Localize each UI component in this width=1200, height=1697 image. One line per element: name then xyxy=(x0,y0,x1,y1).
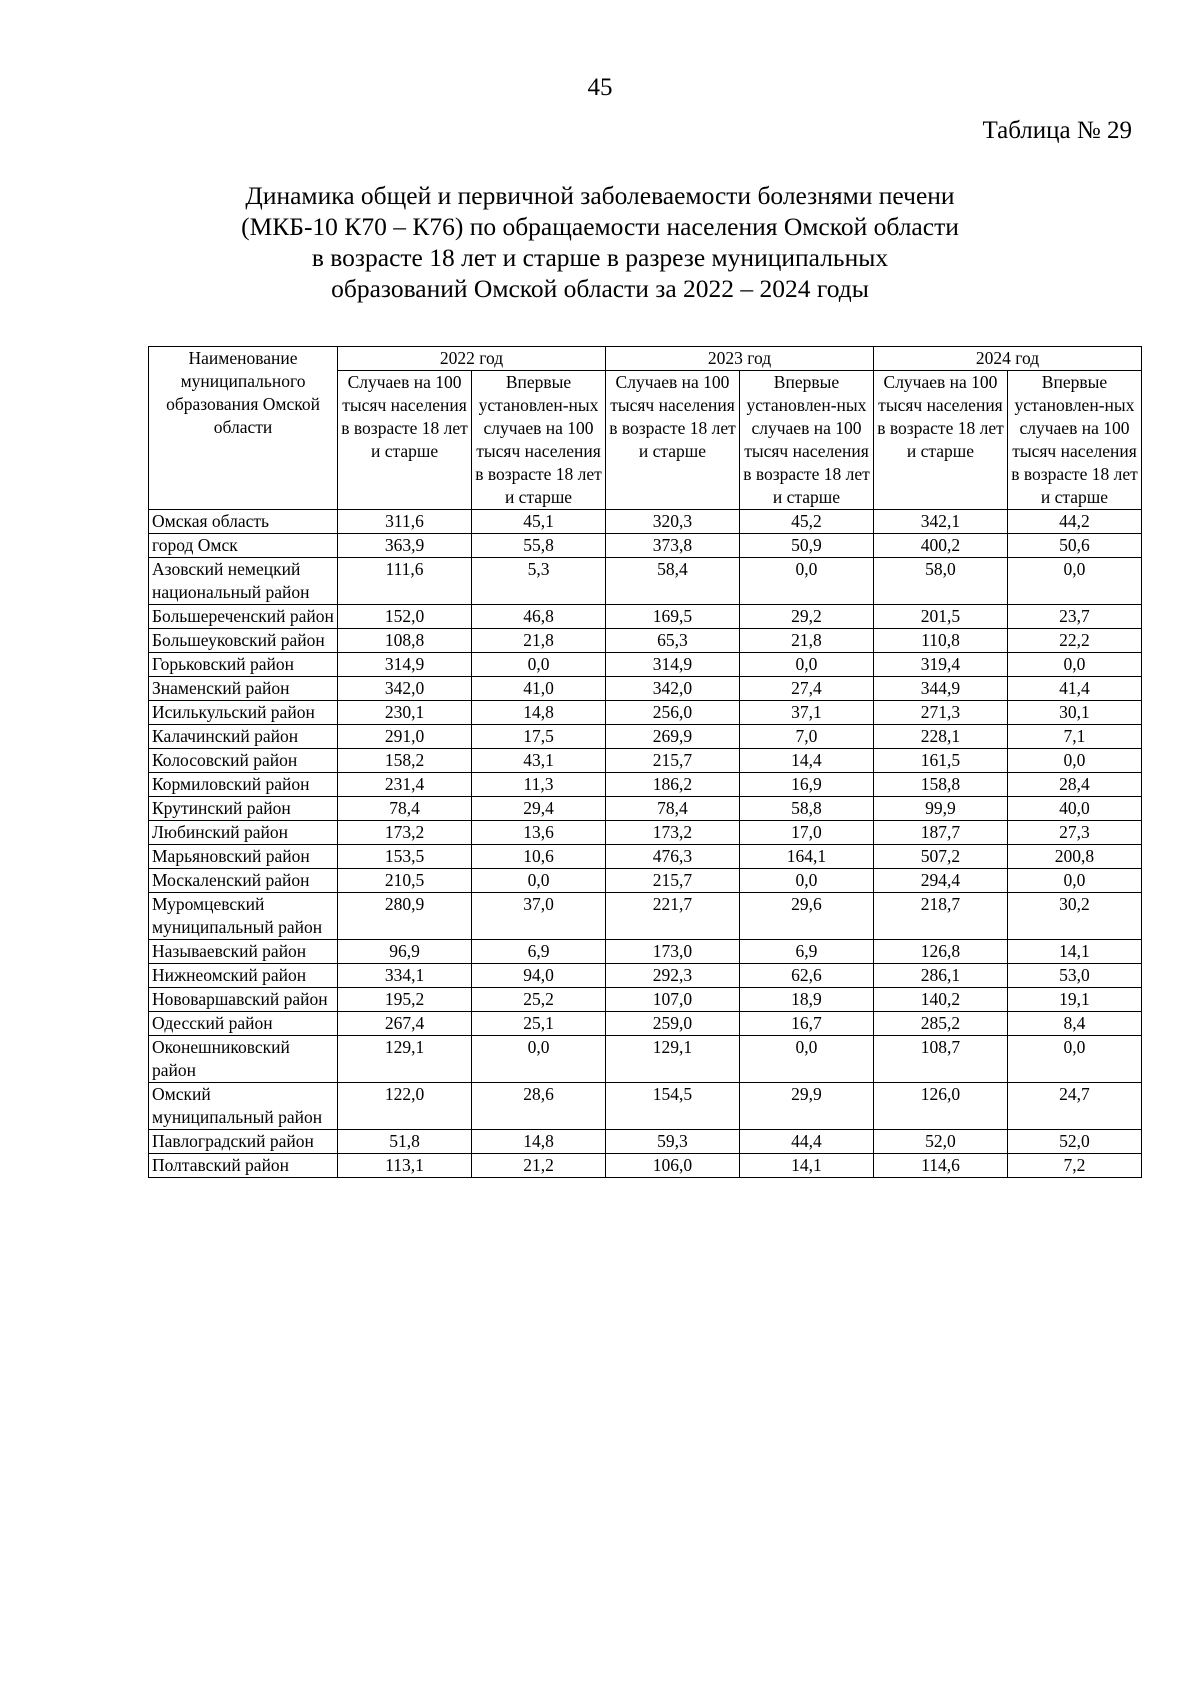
total-cases-value: 173,0 xyxy=(606,940,740,964)
first-cases-value: 17,0 xyxy=(739,821,873,845)
table-row xyxy=(149,1036,1142,1083)
total-cases-value: 230,1 xyxy=(338,701,472,725)
table-row xyxy=(149,605,1142,629)
table-label: Таблица № 29 xyxy=(982,117,1132,144)
header-year-2024: 2024 год xyxy=(873,347,1141,371)
first-cases-value: 21,8 xyxy=(739,629,873,653)
total-cases-value: 59,3 xyxy=(606,1130,740,1154)
municipality-name: Крутинский район xyxy=(149,797,338,821)
first-cases-value: 0,0 xyxy=(1007,869,1141,893)
first-cases-value: 14,4 xyxy=(739,749,873,773)
table-row xyxy=(149,558,1142,605)
total-cases-value: 342,0 xyxy=(338,677,472,701)
first-cases-value: 44,2 xyxy=(1007,510,1141,534)
first-cases-value: 7,1 xyxy=(1007,725,1141,749)
header-year-2023: 2023 год xyxy=(606,347,874,371)
total-cases-value: 108,8 xyxy=(338,629,472,653)
first-cases-value: 14,1 xyxy=(1007,940,1141,964)
total-cases-value: 320,3 xyxy=(606,510,740,534)
first-cases-value: 13,6 xyxy=(472,821,606,845)
total-cases-value: 51,8 xyxy=(338,1130,472,1154)
first-cases-value: 0,0 xyxy=(739,1036,873,1083)
municipality-name: Полтавский район xyxy=(149,1154,338,1178)
total-cases-value: 161,5 xyxy=(873,749,1007,773)
first-cases-value: 43,1 xyxy=(472,749,606,773)
title-line: Динамика общей и первичной заболеваемости болезнями печени xyxy=(245,181,955,210)
first-cases-value: 29,4 xyxy=(472,797,606,821)
first-cases-value: 41,4 xyxy=(1007,677,1141,701)
municipality-name: Кормиловский район xyxy=(149,773,338,797)
page-number: 45 xyxy=(587,74,613,101)
total-cases-value: 126,0 xyxy=(873,1083,1007,1130)
first-cases-value: 25,1 xyxy=(472,1012,606,1036)
table-row xyxy=(149,510,1142,534)
title-line: в возрасте 18 лет и старше в разрезе муниципальных xyxy=(311,243,889,272)
table-row xyxy=(149,629,1142,653)
first-cases-value: 29,2 xyxy=(739,605,873,629)
total-cases-value: 286,1 xyxy=(873,964,1007,988)
total-cases-value: 259,0 xyxy=(606,1012,740,1036)
total-cases-value: 129,1 xyxy=(606,1036,740,1083)
municipality-name: Омская область xyxy=(149,510,338,534)
first-cases-value: 29,9 xyxy=(739,1083,873,1130)
total-cases-value: 215,7 xyxy=(606,869,740,893)
first-cases-value: 44,4 xyxy=(739,1130,873,1154)
first-cases-value: 50,9 xyxy=(739,534,873,558)
total-cases-value: 58,0 xyxy=(873,558,1007,605)
first-cases-value: 16,9 xyxy=(739,773,873,797)
total-cases-value: 154,5 xyxy=(606,1083,740,1130)
total-cases-value: 507,2 xyxy=(873,845,1007,869)
header-row-years xyxy=(149,347,1142,371)
table-row xyxy=(149,797,1142,821)
total-cases-value: 122,0 xyxy=(338,1083,472,1130)
total-cases-value: 96,9 xyxy=(338,940,472,964)
municipality-name: Москаленский район xyxy=(149,869,338,893)
first-cases-value: 0,0 xyxy=(1007,749,1141,773)
table-row xyxy=(149,677,1142,701)
table-row xyxy=(149,1154,1142,1178)
first-cases-value: 7,0 xyxy=(739,725,873,749)
total-cases-value: 106,0 xyxy=(606,1154,740,1178)
header-first-cases: Впервые установлен-ных случаев на 100 тысяч населения в возрасте 18 лет и старше xyxy=(472,371,606,510)
total-cases-value: 187,7 xyxy=(873,821,1007,845)
total-cases-value: 363,9 xyxy=(338,534,472,558)
table-row xyxy=(149,725,1142,749)
total-cases-value: 292,3 xyxy=(606,964,740,988)
total-cases-value: 173,2 xyxy=(338,821,472,845)
first-cases-value: 62,6 xyxy=(739,964,873,988)
total-cases-value: 129,1 xyxy=(338,1036,472,1083)
first-cases-value: 14,8 xyxy=(472,1130,606,1154)
total-cases-value: 271,3 xyxy=(873,701,1007,725)
municipality-name: город Омск xyxy=(149,534,338,558)
municipality-name: Называевский район xyxy=(149,940,338,964)
first-cases-value: 30,2 xyxy=(1007,893,1141,940)
total-cases-value: 256,0 xyxy=(606,701,740,725)
total-cases-value: 58,4 xyxy=(606,558,740,605)
total-cases-value: 476,3 xyxy=(606,845,740,869)
municipality-name: Калачинский район xyxy=(149,725,338,749)
table-row xyxy=(149,821,1142,845)
first-cases-value: 22,2 xyxy=(1007,629,1141,653)
first-cases-value: 46,8 xyxy=(472,605,606,629)
table-row xyxy=(149,773,1142,797)
first-cases-value: 19,1 xyxy=(1007,988,1141,1012)
total-cases-value: 210,5 xyxy=(338,869,472,893)
total-cases-value: 173,2 xyxy=(606,821,740,845)
municipality-name: Азовский немецкий национальный район xyxy=(149,558,338,605)
table-row xyxy=(149,869,1142,893)
first-cases-value: 200,8 xyxy=(1007,845,1141,869)
total-cases-value: 373,8 xyxy=(606,534,740,558)
total-cases-value: 319,4 xyxy=(873,653,1007,677)
total-cases-value: 153,5 xyxy=(338,845,472,869)
total-cases-value: 280,9 xyxy=(338,893,472,940)
municipality-name: Знаменский район xyxy=(149,677,338,701)
total-cases-value: 110,8 xyxy=(873,629,1007,653)
municipality-name: Большеуковский район xyxy=(149,629,338,653)
first-cases-value: 0,0 xyxy=(472,653,606,677)
total-cases-value: 291,0 xyxy=(338,725,472,749)
municipality-name: Горьковский район xyxy=(149,653,338,677)
first-cases-value: 0,0 xyxy=(472,869,606,893)
total-cases-value: 186,2 xyxy=(606,773,740,797)
total-cases-value: 314,9 xyxy=(606,653,740,677)
first-cases-value: 8,4 xyxy=(1007,1012,1141,1036)
first-cases-value: 55,8 xyxy=(472,534,606,558)
total-cases-value: 158,8 xyxy=(873,773,1007,797)
total-cases-value: 195,2 xyxy=(338,988,472,1012)
total-cases-value: 201,5 xyxy=(873,605,1007,629)
header-year-2022: 2022 год xyxy=(338,347,606,371)
first-cases-value: 21,2 xyxy=(472,1154,606,1178)
municipality-name: Муромцевский муниципальный район xyxy=(149,893,338,940)
total-cases-value: 111,6 xyxy=(338,558,472,605)
table-row xyxy=(149,1083,1142,1130)
table-row xyxy=(149,701,1142,725)
total-cases-value: 114,6 xyxy=(873,1154,1007,1178)
first-cases-value: 0,0 xyxy=(739,653,873,677)
first-cases-value: 94,0 xyxy=(472,964,606,988)
morbidity-table xyxy=(148,346,1142,1178)
municipality-name: Нижнеомский район xyxy=(149,964,338,988)
first-cases-value: 0,0 xyxy=(739,869,873,893)
total-cases-value: 78,4 xyxy=(606,797,740,821)
first-cases-value: 14,8 xyxy=(472,701,606,725)
total-cases-value: 78,4 xyxy=(338,797,472,821)
first-cases-value: 53,0 xyxy=(1007,964,1141,988)
first-cases-value: 0,0 xyxy=(1007,653,1141,677)
header-total-cases: Случаев на 100 тысяч населения в возрасте 18 лет и старше xyxy=(338,371,472,510)
first-cases-value: 18,9 xyxy=(739,988,873,1012)
title-line: образований Омской области за 2022 – 2024 годы xyxy=(331,274,869,303)
total-cases-value: 311,6 xyxy=(338,510,472,534)
first-cases-value: 11,3 xyxy=(472,773,606,797)
first-cases-value: 0,0 xyxy=(1007,558,1141,605)
total-cases-value: 169,5 xyxy=(606,605,740,629)
municipality-name: Одесский район xyxy=(149,1012,338,1036)
first-cases-value: 27,4 xyxy=(739,677,873,701)
total-cases-value: 221,7 xyxy=(606,893,740,940)
header-first-cases: Впервые установлен-ных случаев на 100 тысяч населения в возрасте 18 лет и старше xyxy=(739,371,873,510)
total-cases-value: 314,9 xyxy=(338,653,472,677)
first-cases-value: 29,6 xyxy=(739,893,873,940)
table-row xyxy=(149,653,1142,677)
total-cases-value: 267,4 xyxy=(338,1012,472,1036)
total-cases-value: 294,4 xyxy=(873,869,1007,893)
first-cases-value: 23,7 xyxy=(1007,605,1141,629)
total-cases-value: 231,4 xyxy=(338,773,472,797)
first-cases-value: 6,9 xyxy=(739,940,873,964)
total-cases-value: 344,9 xyxy=(873,677,1007,701)
first-cases-value: 45,2 xyxy=(739,510,873,534)
first-cases-value: 27,3 xyxy=(1007,821,1141,845)
municipality-name: Исилькульский район xyxy=(149,701,338,725)
first-cases-value: 41,0 xyxy=(472,677,606,701)
document-title xyxy=(150,180,1050,304)
municipality-name: Марьяновский район xyxy=(149,845,338,869)
total-cases-value: 215,7 xyxy=(606,749,740,773)
total-cases-value: 152,0 xyxy=(338,605,472,629)
first-cases-value: 45,1 xyxy=(472,510,606,534)
total-cases-value: 65,3 xyxy=(606,629,740,653)
first-cases-value: 28,4 xyxy=(1007,773,1141,797)
table-row xyxy=(149,534,1142,558)
first-cases-value: 0,0 xyxy=(472,1036,606,1083)
first-cases-value: 52,0 xyxy=(1007,1130,1141,1154)
total-cases-value: 342,0 xyxy=(606,677,740,701)
municipality-name: Большереченский район xyxy=(149,605,338,629)
municipality-name: Павлоградский район xyxy=(149,1130,338,1154)
first-cases-value: 58,8 xyxy=(739,797,873,821)
municipality-name: Колосовский район xyxy=(149,749,338,773)
total-cases-value: 113,1 xyxy=(338,1154,472,1178)
total-cases-value: 285,2 xyxy=(873,1012,1007,1036)
first-cases-value: 7,2 xyxy=(1007,1154,1141,1178)
total-cases-value: 342,1 xyxy=(873,510,1007,534)
total-cases-value: 107,0 xyxy=(606,988,740,1012)
first-cases-value: 164,1 xyxy=(739,845,873,869)
total-cases-value: 334,1 xyxy=(338,964,472,988)
table-row xyxy=(149,1012,1142,1036)
first-cases-value: 25,2 xyxy=(472,988,606,1012)
municipality-name: Оконешниковский район xyxy=(149,1036,338,1083)
first-cases-value: 10,6 xyxy=(472,845,606,869)
header-municipality: Наименование муниципального образования Омской области xyxy=(149,347,338,510)
first-cases-value: 0,0 xyxy=(739,558,873,605)
first-cases-value: 37,0 xyxy=(472,893,606,940)
municipality-name: Любинский район xyxy=(149,821,338,845)
first-cases-value: 37,1 xyxy=(739,701,873,725)
first-cases-value: 17,5 xyxy=(472,725,606,749)
header-first-cases: Впервые установлен-ных случаев на 100 тысяч населения в возрасте 18 лет и старше xyxy=(1007,371,1141,510)
header-total-cases: Случаев на 100 тысяч населения в возрасте 18 лет и старше xyxy=(873,371,1007,510)
table-row xyxy=(149,845,1142,869)
first-cases-value: 14,1 xyxy=(739,1154,873,1178)
first-cases-value: 6,9 xyxy=(472,940,606,964)
table-row xyxy=(149,940,1142,964)
total-cases-value: 140,2 xyxy=(873,988,1007,1012)
first-cases-value: 40,0 xyxy=(1007,797,1141,821)
first-cases-value: 5,3 xyxy=(472,558,606,605)
table-row xyxy=(149,988,1142,1012)
first-cases-value: 21,8 xyxy=(472,629,606,653)
total-cases-value: 228,1 xyxy=(873,725,1007,749)
title-line: (МКБ-10 К70 – К76) по обращаемости населения Омской области xyxy=(241,212,959,241)
total-cases-value: 52,0 xyxy=(873,1130,1007,1154)
municipality-name: Нововаршавский район xyxy=(149,988,338,1012)
total-cases-value: 218,7 xyxy=(873,893,1007,940)
table-row xyxy=(149,749,1142,773)
total-cases-value: 126,8 xyxy=(873,940,1007,964)
table-row xyxy=(149,893,1142,940)
first-cases-value: 28,6 xyxy=(472,1083,606,1130)
table-row xyxy=(149,964,1142,988)
first-cases-value: 0,0 xyxy=(1007,1036,1141,1083)
first-cases-value: 24,7 xyxy=(1007,1083,1141,1130)
table-body xyxy=(149,510,1142,1178)
first-cases-value: 16,7 xyxy=(739,1012,873,1036)
header-total-cases: Случаев на 100 тысяч населения в возрасте 18 лет и старше xyxy=(606,371,740,510)
first-cases-value: 50,6 xyxy=(1007,534,1141,558)
first-cases-value: 30,1 xyxy=(1007,701,1141,725)
total-cases-value: 99,9 xyxy=(873,797,1007,821)
total-cases-value: 269,9 xyxy=(606,725,740,749)
municipality-name: Омский муниципальный район xyxy=(149,1083,338,1130)
total-cases-value: 158,2 xyxy=(338,749,472,773)
total-cases-value: 108,7 xyxy=(873,1036,1007,1083)
total-cases-value: 400,2 xyxy=(873,534,1007,558)
table-row xyxy=(149,1130,1142,1154)
